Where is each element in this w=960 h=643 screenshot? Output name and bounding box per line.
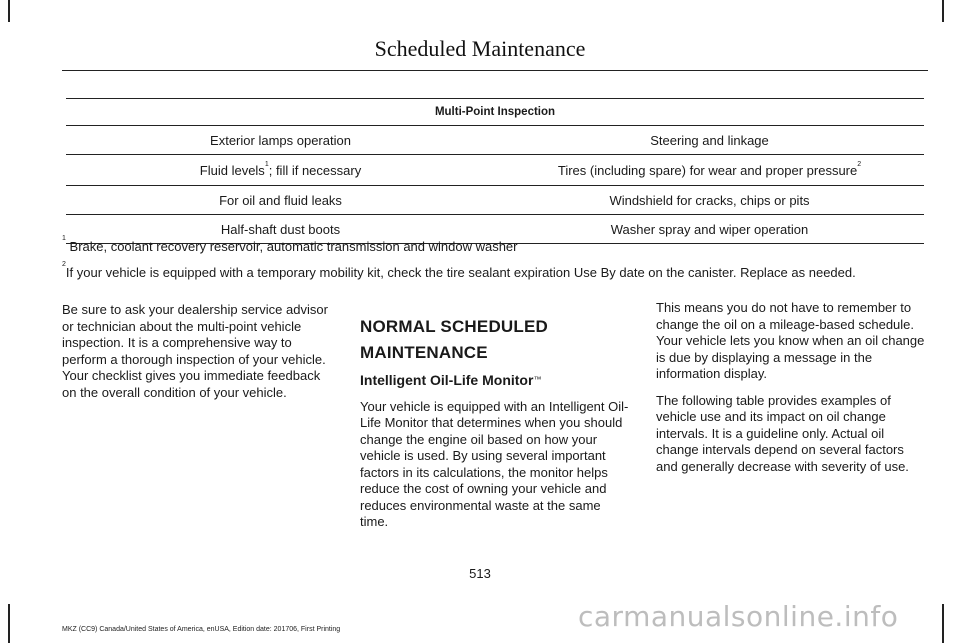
paragraph: This means you do not have to remember to change the oil on a mileage-based schedule. Your vehicle lets you know when an oil change is due by displaying a message in the information display. xyxy=(656,300,925,381)
page-number: 513 xyxy=(469,566,491,581)
table-cell: Tires (including spare) for wear and proper pressure$^2$ xyxy=(495,155,924,186)
subsection-title: Intelligent Oil-Life Monitor™ xyxy=(360,372,542,388)
table-cell: Fluid levels$^1$; fill if necessary xyxy=(66,155,495,186)
crop-mark xyxy=(8,0,10,22)
table-cell: Half-shaft dust boots xyxy=(66,215,495,244)
table-cell: Exterior lamps operation xyxy=(66,126,495,155)
watermark: carmanualsonline.info xyxy=(578,600,899,633)
section-title: NORMAL SCHEDULED MAINTENANCE xyxy=(360,317,549,362)
crop-mark xyxy=(942,604,944,643)
page-title: Scheduled Maintenance xyxy=(374,36,586,61)
crop-mark xyxy=(942,0,944,22)
crop-mark xyxy=(8,604,10,643)
paragraph: The following table provides examples of vehicle use and its impact on oil change intervals. It is a guideline only. Actual oil change intervals depend on several factors and generally decrease with severity of use. xyxy=(656,392,909,474)
table-cell: For oil and fluid leaks xyxy=(66,186,495,215)
table-cell: Windshield for cracks, chips or pits xyxy=(495,186,924,215)
footnote-ref[interactable]: 2 xyxy=(857,160,862,168)
table-row xyxy=(66,186,924,215)
footnote-ref[interactable]: 1 xyxy=(264,160,269,168)
paragraph: Your vehicle is equipped with an Intelligent Oil-Life Monitor that determines when you should change the engine oil based on how your vehicle is used. By using several important factors in its calculations, the monitor helps reduce the cost of owning your vehicle and reduces environmental waste at the same time. xyxy=(360,398,629,529)
footnote-1: $^1$ Brake, coolant recovery reservoir, automatic transmission and window washer xyxy=(62,235,518,254)
table-cell: Washer spray and wiper operation xyxy=(495,215,924,244)
column-right xyxy=(656,300,928,485)
table-row xyxy=(66,126,924,155)
footnote-2: $^2$If your vehicle is equipped with a temporary mobility kit, check the tire sealant expiration Use By date on the canister. Replace as needed. xyxy=(62,261,856,280)
header-divider xyxy=(62,70,928,71)
paragraph: Be sure to ask your dealership service advisor or technician about the multi-point vehicle inspection. It is a comprehensive way to perform a thorough inspection of your vehicle. Your checklist gives you immediate feedback on the overall condition of your vehicle. xyxy=(62,302,328,400)
column-middle xyxy=(360,302,632,541)
table-title: Multi-Point Inspection xyxy=(66,99,924,126)
multi-point-inspection-table xyxy=(66,98,924,244)
column-left xyxy=(62,302,338,411)
table-row xyxy=(66,155,924,186)
edition-info: MKZ (CC9) Canada/United States of America, enUSA, Edition date: 201706, First Printing xyxy=(62,626,341,633)
table-cell: Steering and linkage xyxy=(495,126,924,155)
